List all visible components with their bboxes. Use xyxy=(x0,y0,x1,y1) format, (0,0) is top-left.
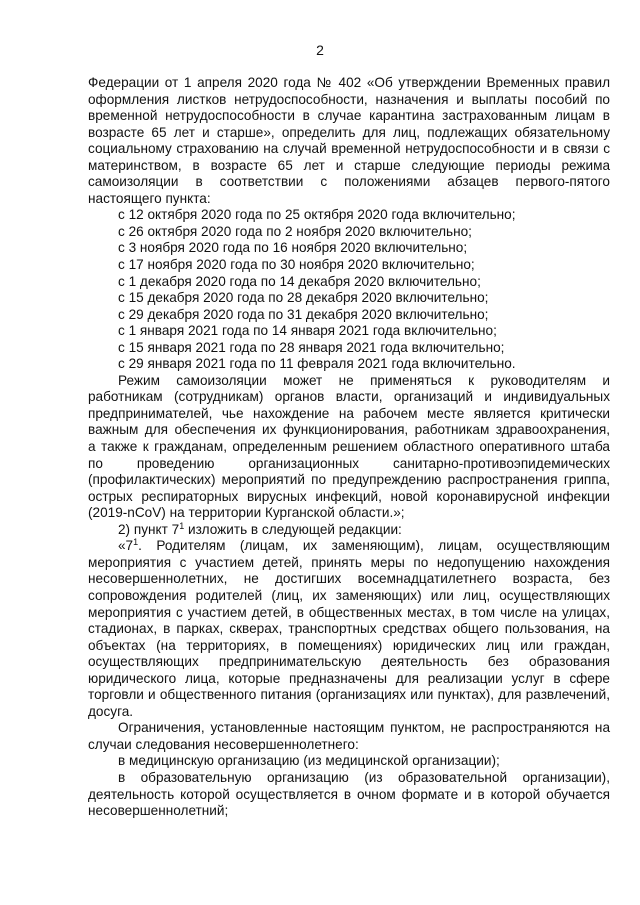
item-2-text: 2) пункт 7 xyxy=(118,521,180,537)
restrictions-paragraph xyxy=(88,720,610,753)
text-line: самоизоляции в соответствии с положениями абзацев первого-пятого xyxy=(88,174,610,190)
period-item: с 3 ноября 2020 года по 16 ноября 2020 включительно; xyxy=(118,240,468,256)
document-body xyxy=(88,75,610,820)
text-line: материнством, в возрасте 65 лет и старше следующие периоды режима xyxy=(88,157,610,173)
item-2-heading xyxy=(88,522,610,539)
text-line: возрасте 65 лет и старше», определить для лиц, подлежащих обязательному xyxy=(88,124,610,140)
medical-exception: в медицинскую организацию (из медицинской организации); xyxy=(118,753,500,769)
period-item: с 15 января 2021 года по 28 января 2021 года включительно; xyxy=(118,339,505,355)
text-line: (2019-nCoV) на территории Курганской области.»; xyxy=(88,505,405,521)
regime-paragraph xyxy=(88,373,610,522)
text-line: несовершеннолетний; xyxy=(88,803,229,819)
period-item: с 26 октября 2020 года по 2 ноября 2020 включительно; xyxy=(118,223,472,239)
text-line: стадионах, в парках, скверах, транспортных средствах общего пользования, на xyxy=(88,621,610,637)
text-line: юридического лица, которые предназначены для реализации услуг в сфере xyxy=(88,670,610,686)
text-line: деятельность которой осуществляется в очном формате и в которой обучается xyxy=(88,786,610,802)
text-line: в образовательную организацию (из образовательной организации), xyxy=(118,769,610,785)
superscript: 1 xyxy=(179,520,185,531)
period-item: с 1 января 2021 года по 14 января 2021 года включительно; xyxy=(118,323,497,339)
clause-number: «7 xyxy=(118,538,134,554)
text-line: досуга. xyxy=(88,703,134,719)
period-item: с 15 декабря 2020 года по 28 декабря 2020 включительно; xyxy=(118,290,489,306)
text-line: временной нетрудоспособности в случае карантина застрахованным лицам в xyxy=(88,108,610,124)
text-line: работникам (сотрудникам) органов власти, организаций и индивидуальных xyxy=(88,389,610,405)
text-line: а также к гражданам, определенным решением областного оперативного штаба xyxy=(88,439,610,455)
text-line: (профилактических) мероприятий по предупреждению распространения гриппа, xyxy=(88,472,610,488)
text-line: Федерации от 1 апреля 2020 года № 402 «Об утверждении Временных правил xyxy=(88,75,610,90)
text-line: острых респираторных вирусных инфекций, новой коронавирусной инфекции xyxy=(88,488,610,504)
text-line: предпринимателей, чье нахождение на рабочем месте является критически xyxy=(88,405,610,421)
period-item: с 29 декабря 2020 года по 31 декабря 2020 включительно; xyxy=(118,306,489,322)
superscript: 1 xyxy=(133,537,139,548)
text-line: осуществляющих предпринимательскую деятельность без образования xyxy=(88,654,610,670)
period-item: с 17 ноября 2020 года по 30 ноября 2020 включительно; xyxy=(118,257,475,273)
clause-text: . Родителям (лицам, их заменяющим), лицам, осуществляющим xyxy=(138,538,610,554)
text-line xyxy=(88,538,610,555)
text-line: настоящего пункта: xyxy=(88,190,211,206)
period-item: с 29 января 2021 года по 11 февраля 2021 года включительно. xyxy=(118,356,516,372)
text-line: мероприятия с участием детей, принять меры по недопущению нахождения xyxy=(88,554,610,570)
page-number: 2 xyxy=(316,42,324,58)
text-line: сопровождения родителей (лиц, их заменяющих) или лиц, осуществляющих xyxy=(88,587,610,603)
text-line: важным для обеспечения их функционирования, работникам здравоохранения, xyxy=(88,422,610,438)
period-item: с 12 октября 2020 года по 25 октября 2020 года включительно; xyxy=(118,207,516,223)
text-line: несовершеннолетних, не достигших восемнадцатилетнего возраста, без xyxy=(88,571,610,587)
text-line: мероприятия с участием детей, в общественных местах, в том числе на улицах, xyxy=(88,604,610,620)
text-line: оформления листков нетрудоспособности, назначения и выплаты пособий по xyxy=(88,91,610,107)
text-line: Ограничения, установленные настоящим пунктом, не распространяются на xyxy=(118,720,610,736)
text-line: Режим самоизоляции может не применяться к руководителям и xyxy=(118,372,610,388)
text-line: объектах (на территориях, в помещениях) юридических лиц или граждан, xyxy=(88,637,610,653)
period-item: с 1 декабря 2020 года по 14 декабря 2020 включительно; xyxy=(118,273,481,289)
intro-paragraph xyxy=(88,75,610,207)
education-exception xyxy=(88,770,610,820)
text-line: по проведению организационных санитарно-противоэпидемических xyxy=(88,455,610,471)
quoted-clause xyxy=(88,538,610,720)
text-line: социальному страхованию на случай временной нетрудоспособности и в связи с xyxy=(88,141,610,157)
text-line: случаи следования несовершеннолетнего: xyxy=(88,736,359,752)
item-2-text-end: изложить в следующей редакции: xyxy=(184,521,402,537)
period-list xyxy=(88,207,610,372)
text-line: торговли и общественного питания (организациях или пунктах), для развлечений, xyxy=(88,687,610,703)
